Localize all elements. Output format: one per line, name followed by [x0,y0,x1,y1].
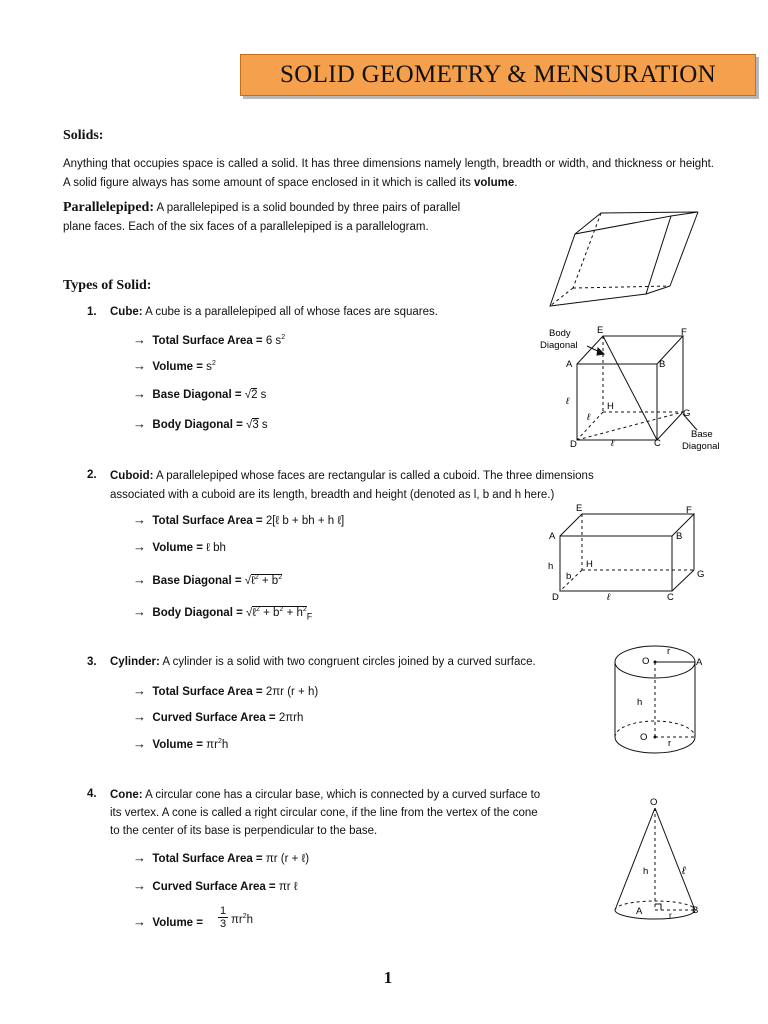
cuboid-base-exp-1: 2 [254,574,259,582]
cube-vol-label: Volume = [152,361,203,373]
cuboid-base-root-b: + b [258,575,279,587]
cuboid-body-exp-1: 2 [256,606,260,614]
cube-desc: A cube is a parallelepiped all of whose faces are squares. [142,306,438,318]
cylinder-label-r-top: r [667,646,671,657]
cylinder-volume [133,736,228,751]
cube-vertex-d: D [570,439,577,450]
parallelepiped-heading: Parallelepiped: [63,200,154,215]
cone-vol-fraction [218,905,228,930]
cuboid-title: Cuboid: [110,470,154,482]
cube-vertex-e: E [597,325,604,336]
cube-tsa-exp: 2 [281,334,286,342]
cube-body-diagonal [133,416,268,431]
cuboid-tsa-label: Total Surface Area = [152,515,263,527]
solids-text-end: . [514,177,518,189]
cone-desc-3: to the center of its base is perpendicular to the base. [110,825,378,837]
cube-diagram [535,324,735,454]
cylinder-label-o-bottom: O [640,732,648,743]
cuboid-vol-label: Volume = [152,542,203,554]
cone-tsa-value: πr (r + ℓ) [262,853,310,865]
cone-slant-label: ℓ [682,865,686,877]
parallelepiped-text1: A parallelepiped is a solid bounded by three pairs of parallel [154,202,461,214]
cone-csa-label: Curved Surface Area = [152,881,276,893]
cube-tsa-value: 6 s [262,335,282,347]
cuboid-body-root-b: + b [259,607,280,619]
cuboid-body-tail: F [306,611,313,622]
cube-volume [133,358,216,373]
arrow-icon: → [133,850,146,865]
cuboid-desc-1: A parallelepiped whose faces are rectangular is called a cuboid. The three dimensions [153,470,594,482]
parallelepiped-line2: plane faces. Each of the six faces of a parallelepiped is a parallelogram. [63,221,429,233]
cone-title: Cone: [110,789,143,801]
cuboid-body-root-l: ℓ [252,607,257,619]
base-diagonal-label-2: Diagonal [682,441,720,452]
cuboid-body-exp-2: 2 [279,606,284,614]
cube-right-edges [657,336,683,440]
cube-tsa-label: Total Surface Area = [152,335,263,347]
cuboid-number: 2. [87,469,97,481]
arrow-icon: → [133,683,146,698]
cube-tsa [133,332,285,347]
cube-vol-value: s [202,361,212,373]
cylinder-csa-value: 2πrh [275,712,304,724]
cone-volume [133,914,203,929]
cone-number: 4. [87,788,97,800]
cuboid-front-face [560,536,672,591]
cone-definition [110,786,603,805]
cuboid-diagram [540,500,720,605]
cube-body-diagonal-line [603,336,657,440]
arrow-icon: → [133,416,146,431]
cube-definition [110,306,438,318]
cuboid-tsa-value: 2[ℓ b + bh + h ℓ] [262,515,345,527]
arrow-icon: → [133,539,146,554]
cylinder-title: Cylinder: [110,656,160,668]
cuboid-vertex-c: C [667,592,674,603]
cube-top-edges [577,336,683,364]
cone-vol-pir: πr [231,914,243,926]
cone-right-slant [655,808,695,910]
cylinder-csa [133,709,303,724]
cylinder-label-o-top: O [642,656,650,667]
cuboid-definition [110,467,714,486]
cube-vertex-g: G [683,408,691,419]
solids-paragraph [63,155,714,193]
cone-point-a: A [636,906,643,917]
cylinder-number: 3. [87,656,97,668]
cuboid-breadth-label: b [566,571,572,582]
cylinder-csa-label: Curved Surface Area = [152,712,276,724]
page-number: 1 [383,968,393,987]
cylinder-tsa-value: 2πr (r + h) [262,686,319,698]
solids-heading: Solids: [63,128,104,143]
cube-base-diagonal [133,386,266,401]
solids-text-bold: volume [474,177,515,189]
cube-base-root: 2 [251,389,258,401]
cuboid-base-label: Base Diagonal = [152,575,242,587]
arrow-icon: → [133,358,146,373]
cuboid-length-label: ℓ [607,592,611,603]
cube-vertex-f: F [681,327,687,338]
cube-vol-exp: 2 [211,360,216,368]
solids-text: Anything that occupies space is called a solid. It has three dimensions namely length, breadth or width, and thickness or height. A solid figure always has some amount of space enclosed in it which is called its [63,158,714,189]
cube-base-label: Base Diagonal = [152,389,242,401]
cuboid-vertex-g: G [697,569,705,580]
parallelepiped-front-face [550,216,671,306]
cone-vertex-o: O [650,797,658,808]
cone-vol-exp: 2 [242,913,247,921]
cone-height-label: h [643,866,649,877]
types-heading: Types of Solid: [63,278,152,293]
body-diagonal-label-2: Diagonal [540,340,578,351]
cube-edge-l-left: ℓ [566,396,570,407]
cylinder-top-center [654,661,657,664]
sqrt-sign-icon: √ [246,419,253,431]
arrow-icon: → [133,386,146,401]
arrow-icon: → [133,572,146,587]
body-diagonal-label-1: Body [549,328,571,339]
cube-vertex-b: B [659,359,666,370]
arrow-icon: → [133,332,146,347]
cylinder-label-a: A [696,657,703,668]
cone-vol-numerator: 1 [219,905,227,917]
cuboid-vertex-a: A [549,531,556,542]
cuboid-body-label: Body Diagonal = [152,607,243,619]
parallelepiped-diagram [545,210,720,310]
cube-edge-l-bottom: ℓ [611,438,615,449]
cuboid-vertex-f: F [686,505,692,516]
cube-vertex-a: A [566,359,573,370]
cylinder-label-r-bottom: r [668,738,672,749]
cube-body-root: 3 [252,419,259,431]
cuboid-body-diagonal [133,604,312,621]
cylinder-tsa-label: Total Surface Area = [152,686,263,698]
cuboid-tsa [133,512,344,527]
cuboid-vertex-d: D [552,592,559,603]
cube-edge-l-depth: ℓ [587,412,591,423]
cone-desc-2: its vertex. A cone is called a right circular cone, if the line from the vertex of the cone [110,807,538,819]
cone-diagram [605,792,715,932]
parallelepiped-right-edge [670,212,698,286]
cone-point-b: B [692,905,699,916]
arrow-icon: → [133,709,146,724]
cone-csa-value: πr ℓ [275,881,298,893]
cube-base-tail: s [257,389,267,401]
cylinder-desc: A cylinder is a solid with two congruent circles joined by a curved surface. [159,656,536,668]
cylinder-diagram [605,640,715,760]
cuboid-base-root-l: ℓ [251,575,255,587]
cube-body-tail: s [258,419,268,431]
cube-title: Cube: [110,306,143,318]
cone-desc-1: A circular cone has a circular base, which is connected by a curved surface to [142,789,541,801]
sqrt-sign-icon: √ [244,575,252,587]
cuboid-body-root-h: + h [283,607,303,619]
sqrt-sign-icon: √ [244,389,252,401]
page-title: SOLID GEOMETRY & MENSURATION [280,61,716,88]
arrow-icon: → [133,512,146,527]
cuboid-vol-value: ℓ bh [202,542,226,554]
base-diagonal-label-1: Base [691,429,713,440]
cylinder-tsa [133,683,318,698]
cone-vol-denominator: 3 [219,918,227,930]
cube-front-face [577,364,657,440]
parallelepiped-line1 [63,199,543,218]
cylinder-bottom-front [615,737,695,753]
sqrt-sign-icon: √ [246,607,253,619]
cone-base-front [615,910,695,919]
cuboid-vertex-h: H [586,559,593,570]
cube-body-label: Body Diagonal = [152,419,243,431]
cuboid-base-exp-2: 2 [278,574,283,582]
cylinder-bottom-center [654,736,657,739]
cuboid-base-diagonal [133,572,282,587]
cuboid-vertex-b: B [676,531,683,542]
cylinder-vol-h: h [221,739,229,751]
cylinder-label-h: h [637,697,643,708]
cone-vol-label: Volume = [152,917,203,929]
arrow-icon: → [133,878,146,893]
cube-vertex-h: H [607,401,614,412]
cone-csa [133,878,298,893]
cylinder-vol-exp: 2 [217,738,222,746]
cone-vol-h: h [246,914,254,926]
cone-left-slant [615,808,655,910]
arrow-icon: → [133,736,146,751]
cone-vol-value [231,914,253,926]
cuboid-desc-2: associated with a cuboid are its length, breadth and height (denoted as l, b and h here.) [110,489,555,501]
cone-tsa-label: Total Surface Area = [152,853,263,865]
cube-number: 1. [87,306,97,318]
cylinder-vol-value: πr [202,739,218,751]
cuboid-height-label: h [548,561,554,572]
cylinder-definition [110,656,536,668]
cuboid-body-exp-3: 2 [302,606,307,614]
cube-vertex-c: C [654,438,661,449]
arrow-icon: → [133,914,146,929]
title-banner [240,54,756,96]
cylinder-vol-label: Volume = [152,739,203,751]
cuboid-volume [133,539,226,554]
cone-tsa [133,850,309,865]
cuboid-vertex-e: E [576,503,583,514]
cone-radius-label: r [669,910,672,920]
arrow-icon: → [133,604,146,619]
cuboid-top-edges [560,514,694,536]
